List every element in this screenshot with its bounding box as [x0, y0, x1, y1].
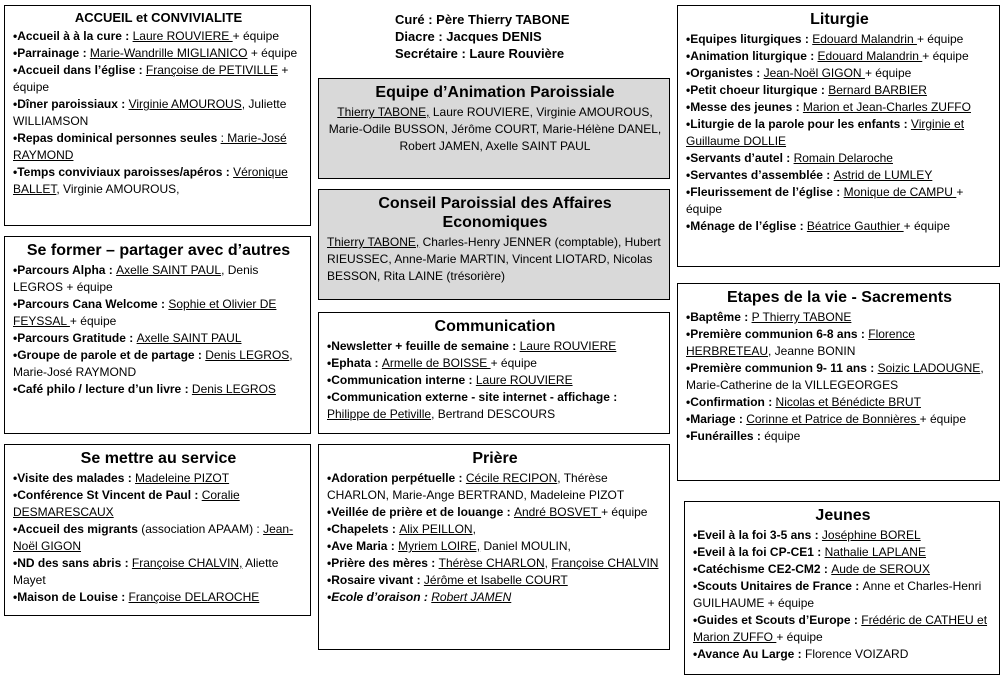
item-label: •Newsletter + feuille de semaine :: [327, 339, 520, 353]
list-item: [693, 527, 993, 544]
section-priere: [318, 444, 670, 650]
member-name: Laure ROUVIERE: [132, 29, 233, 43]
section-accueil: [4, 5, 311, 226]
member-name: Florence HERBRETEAU: [686, 327, 915, 358]
item-label: •Eveil à la foi CP-CE1 :: [693, 545, 825, 559]
list-item: [686, 411, 993, 428]
member-name: Thierry TABONE,: [337, 105, 430, 119]
list-item: [13, 96, 304, 130]
list-item: [327, 355, 663, 372]
item-label: •Parcours Alpha :: [13, 263, 117, 277]
list-item: [686, 116, 993, 150]
member-name: Astrid de LUMLEY: [833, 168, 933, 182]
list-item: [686, 48, 993, 65]
list-item: [686, 428, 993, 445]
list-item: [13, 589, 304, 606]
item-label: •Maison de Louise :: [13, 590, 129, 604]
member-name: Denis LEGROS: [191, 382, 276, 396]
member-text: + équipe: [919, 412, 967, 426]
member-name: Cécile RECIPON: [465, 471, 558, 485]
section-rows: [686, 31, 993, 235]
member-text: , Marie-José RAYMOND: [13, 348, 293, 379]
section-rows: [13, 262, 304, 398]
member-name: Nicolas et Bénédicte BRUT: [775, 395, 921, 409]
member-text: + équipe: [864, 66, 912, 80]
item-label: •Repas dominical personnes seules: [13, 131, 221, 145]
member-text: Charles-Henry JENNER (comptable), Hubert RIEUSSEC, Anne-Marie MARTIN, Vincent LIOTARD, Nicolas BESSON, Rita LAINE (trésorière): [327, 235, 661, 283]
section-members: [327, 104, 663, 155]
member-name: Françoise DELAROCHE: [128, 590, 260, 604]
section-title: Liturgie: [810, 11, 869, 28]
section-rows: [13, 28, 304, 198]
list-item: [327, 338, 663, 355]
item-label: •Première communion 9- 11 ans :: [686, 361, 878, 375]
member-text: , Virginie AMOUROUS,: [56, 182, 180, 196]
item-label: •Chapelets :: [327, 522, 400, 536]
list-item: [686, 309, 993, 326]
member-text: + équipe: [247, 46, 298, 60]
section-rows: [327, 470, 663, 606]
item-label: •Catéchisme CE2-CM2 :: [693, 562, 832, 576]
member-text: Laure ROUVIERE, Virginie AMOUROUS, Marie-Odile BUSSON, Jérôme COURT, Marie-Hélène DANEL, Robert JAMEN, Axelle SAINT PAUL: [328, 105, 662, 153]
member-name: Axelle SAINT PAUL: [116, 263, 222, 277]
member-name: Thérèse CHARLON: [438, 556, 545, 570]
section-members: [327, 234, 663, 285]
list-item: [686, 99, 993, 116]
section-rows: [686, 309, 993, 445]
list-item: [693, 561, 993, 578]
member-name: Virginie AMOUROUS: [128, 97, 242, 111]
item-label: •Première communion 6-8 ans :: [686, 327, 869, 341]
list-item: [327, 470, 663, 504]
list-item: [13, 470, 304, 487]
section-cpae: [318, 189, 670, 300]
list-item: [693, 544, 993, 561]
item-label: •Visite des malades :: [13, 471, 136, 485]
list-item: [327, 372, 663, 389]
item-label: •Rosaire vivant :: [327, 573, 424, 587]
section-title: ACCUEIL et CONVIVIALITE: [74, 10, 243, 25]
list-item: [686, 82, 993, 99]
item-label: •Temps conviviaux paroisses/apéros :: [13, 165, 234, 179]
list-item: [13, 28, 304, 45]
list-item: [327, 572, 663, 589]
member-text: + équipe: [69, 314, 117, 328]
item-label: •Equipes liturgiques :: [686, 32, 813, 46]
item-label: •Prière des mères :: [327, 556, 439, 570]
list-item: [13, 381, 304, 398]
member-name: Joséphine BOREL: [821, 528, 921, 542]
member-name: Alix PEILLON: [399, 522, 473, 536]
item-label: •Conférence St Vincent de Paul :: [13, 488, 202, 502]
list-item: [693, 578, 993, 612]
item-label: •Groupe de parole et de partage :: [13, 348, 206, 362]
section-title: Se former – partager avec d’autres: [26, 242, 291, 259]
item-label: •Accueil à à la cure :: [13, 29, 133, 43]
item-label: •Guides et Scouts d’Europe :: [693, 613, 862, 627]
member-name: Béatrice Gauthier: [806, 219, 904, 233]
item-label: •Veillée de prière et de louange :: [327, 505, 514, 519]
member-name: Soizic LADOUGNE: [877, 361, 981, 375]
member-name: Monique de CAMPU: [843, 185, 957, 199]
member-name: Marie-Wandrille MIGLIANICO: [89, 46, 248, 60]
item-label: •Fleurissement de l’église :: [686, 185, 844, 199]
member-text: , Jeanne BONIN: [768, 344, 856, 358]
member-name: Nathalie LAPLANE: [824, 545, 926, 559]
item-label: •Parcours Cana Welcome :: [13, 297, 169, 311]
list-item: [327, 538, 663, 555]
section-title: Jeunes: [815, 507, 871, 524]
member-name: Virginie et Guillaume DOLLIE: [686, 117, 965, 148]
section-liturgie: [677, 5, 1000, 267]
list-item: [686, 167, 993, 184]
item-label: •Accueil dans l’église :: [13, 63, 146, 77]
member-name: Myriem LOIRE,: [398, 539, 481, 553]
list-item: [686, 184, 993, 218]
item-label: •Café philo / lecture d’un livre :: [13, 382, 192, 396]
member-text: ,: [544, 556, 552, 570]
member-name: Romain Delaroche: [793, 151, 893, 165]
list-item: [693, 612, 993, 646]
member-text: Anne et Charles-Henri GUILHAUME + équipe: [693, 579, 982, 610]
item-label: •Eveil à la foi 3-5 ans :: [693, 528, 822, 542]
item-label: •Ave Maria :: [327, 539, 399, 553]
item-label: •Accueil des migrants: [13, 522, 142, 536]
member-name: Françoise de PETIVILLE: [145, 63, 278, 77]
member-name: : Marie-José RAYMOND: [13, 131, 287, 162]
section-title: Equipe d’Animation Paroissiale: [375, 84, 615, 101]
diacre-line: Diacre : Jacques DENIS: [395, 29, 542, 44]
member-name: Philippe de Petiville: [327, 407, 432, 421]
list-item: [686, 150, 993, 167]
item-label: •Servants d’autel :: [686, 151, 794, 165]
list-item: [13, 262, 304, 296]
member-name: Aude de SEROUX: [831, 562, 930, 576]
member-text: + équipe: [916, 32, 964, 46]
item-label: •Confirmation :: [686, 395, 776, 409]
section-title: Conseil Paroissial des Affaires Economiques: [378, 195, 612, 231]
member-text: + équipe: [490, 356, 537, 370]
section-title: Prière: [472, 450, 518, 467]
item-label: •Communication interne :: [327, 373, 476, 387]
section-title: Etapes de la vie - Sacrements: [727, 289, 952, 306]
list-item: [13, 296, 304, 330]
member-name: P Thierry TABONE: [751, 310, 852, 324]
list-item: [327, 589, 663, 606]
list-item: [686, 65, 993, 82]
member-text: + équipe: [13, 63, 289, 94]
member-name: Denis LEGROS: [205, 348, 290, 362]
secretaire-line: Secrétaire : Laure Rouvière: [395, 46, 565, 61]
member-name: Madeleine PIZOT: [135, 471, 230, 485]
item-label: •Ecole d’oraison :: [327, 590, 432, 604]
member-name: Jérôme et Isabelle COURT: [423, 573, 568, 587]
list-item: [13, 330, 304, 347]
item-label: •Ephata :: [327, 356, 382, 370]
list-item: [13, 487, 304, 521]
clergy-header: [395, 11, 570, 62]
list-item: [686, 360, 993, 394]
item-label: •Servantes d’assemblée :: [686, 168, 834, 182]
member-text: , Juliette WILLIAMSON: [13, 97, 287, 128]
list-item: [13, 347, 304, 381]
item-label: •Funérailles :: [686, 429, 765, 443]
item-label: •Parcours Gratitude :: [13, 331, 137, 345]
list-item: [686, 31, 993, 48]
member-text: Aliette Mayet: [13, 556, 279, 587]
member-name: Laure ROUVIERE: [475, 373, 573, 387]
member-text: + équipe: [686, 185, 964, 216]
section-rows: [327, 338, 663, 423]
member-name: Jean-Noël GIGON: [13, 522, 294, 553]
member-name: Edouard Malandrin: [817, 49, 923, 63]
member-name: Armelle de BOISSE: [381, 356, 491, 370]
section-jeunes: [684, 501, 1000, 675]
item-label: •Baptême :: [686, 310, 752, 324]
member-text: , Thérèse CHARLON, Marie-Ange BERTRAND, Madeleine PIZOT: [327, 471, 625, 502]
item-label: •Scouts Unitaires de France :: [693, 579, 863, 593]
member-text: , Marie-Catherine de la VILLEGEORGES: [686, 361, 984, 392]
member-text: équipe: [764, 429, 801, 443]
list-item: [13, 521, 304, 555]
section-service: [4, 444, 311, 616]
list-item: [327, 521, 663, 538]
member-name: Thierry TABONE,: [327, 235, 420, 249]
list-item: [693, 646, 993, 663]
member-text: (association APAAM) :: [141, 522, 264, 536]
section-title: Communication: [434, 318, 556, 335]
item-label: •Animation liturgique :: [686, 49, 818, 63]
item-label: •Avance Au Large :: [693, 647, 806, 661]
member-text: Florence VOIZARD: [805, 647, 909, 661]
member-name: Laure ROUVIERE: [519, 339, 617, 353]
item-label: •Adoration perpétuelle :: [327, 471, 466, 485]
member-text: , Denis LEGROS + équipe: [13, 263, 259, 294]
item-label: •Mariage :: [686, 412, 747, 426]
item-label: •Communication externe - site internet - affichage :: [327, 390, 618, 404]
item-label: •Petit choeur liturgique :: [686, 83, 829, 97]
cure-line: Curé : Père Thierry TABONE: [395, 12, 570, 27]
item-label: •ND des sans abris :: [13, 556, 132, 570]
member-text: , Bertrand DESCOURS: [431, 407, 556, 421]
member-name: Jean-Noël GIGON: [763, 66, 865, 80]
list-item: [13, 45, 304, 62]
member-name: Edouard Malandrin: [812, 32, 917, 46]
member-name: Sophie et Olivier DE FEYSSAL: [13, 297, 277, 328]
section-rows: [13, 470, 304, 606]
member-name: André BOSVET: [513, 505, 602, 519]
member-name: Robert JAMEN: [431, 590, 512, 604]
member-text: + équipe: [232, 29, 280, 43]
item-label: •Messe des jeunes :: [686, 100, 803, 114]
member-name: Véronique BALLET: [13, 165, 288, 196]
item-label: •Dîner paroissiaux :: [13, 97, 129, 111]
member-text: + équipe: [601, 505, 648, 519]
item-label: •Liturgie de la parole pour les enfants :: [686, 117, 911, 131]
list-item: [327, 504, 663, 521]
list-item: [686, 394, 993, 411]
member-name: Corinne et Patrice de Bonnières: [746, 412, 920, 426]
member-name: Axelle SAINT PAUL: [136, 331, 242, 345]
list-item: [13, 62, 304, 96]
list-item: [327, 389, 663, 423]
section-communication: [318, 312, 670, 434]
member-name: Marion et Jean-Charles ZUFFO: [802, 100, 971, 114]
member-name: Françoise CHALVIN: [551, 556, 659, 570]
item-label: •Ménage de l’église :: [686, 219, 807, 233]
member-text: Daniel MOULIN,: [480, 539, 571, 553]
list-item: [13, 164, 304, 198]
member-text: ,: [472, 522, 476, 536]
section-sacrements: [677, 283, 1000, 481]
section-title: Se mettre au service: [80, 450, 237, 467]
section-rows: [693, 527, 993, 663]
list-item: [327, 555, 663, 572]
section-former: [4, 236, 311, 434]
list-item: [13, 555, 304, 589]
member-text: + équipe: [776, 630, 823, 644]
member-text: + équipe: [903, 219, 951, 233]
member-name: Coralie DESMARESCAUX: [13, 488, 240, 519]
list-item: [13, 130, 304, 164]
list-item: [686, 218, 993, 235]
member-name: Françoise CHALVIN,: [131, 556, 243, 570]
list-item: [686, 326, 993, 360]
member-text: + équipe: [922, 49, 969, 63]
section-eap: [318, 78, 670, 179]
item-label: •Parrainage :: [13, 46, 90, 60]
member-name: Frédéric de CATHEU et Marion ZUFFO: [693, 613, 988, 644]
item-label: •Organistes :: [686, 66, 764, 80]
member-name: Bernard BARBIER: [828, 83, 927, 97]
